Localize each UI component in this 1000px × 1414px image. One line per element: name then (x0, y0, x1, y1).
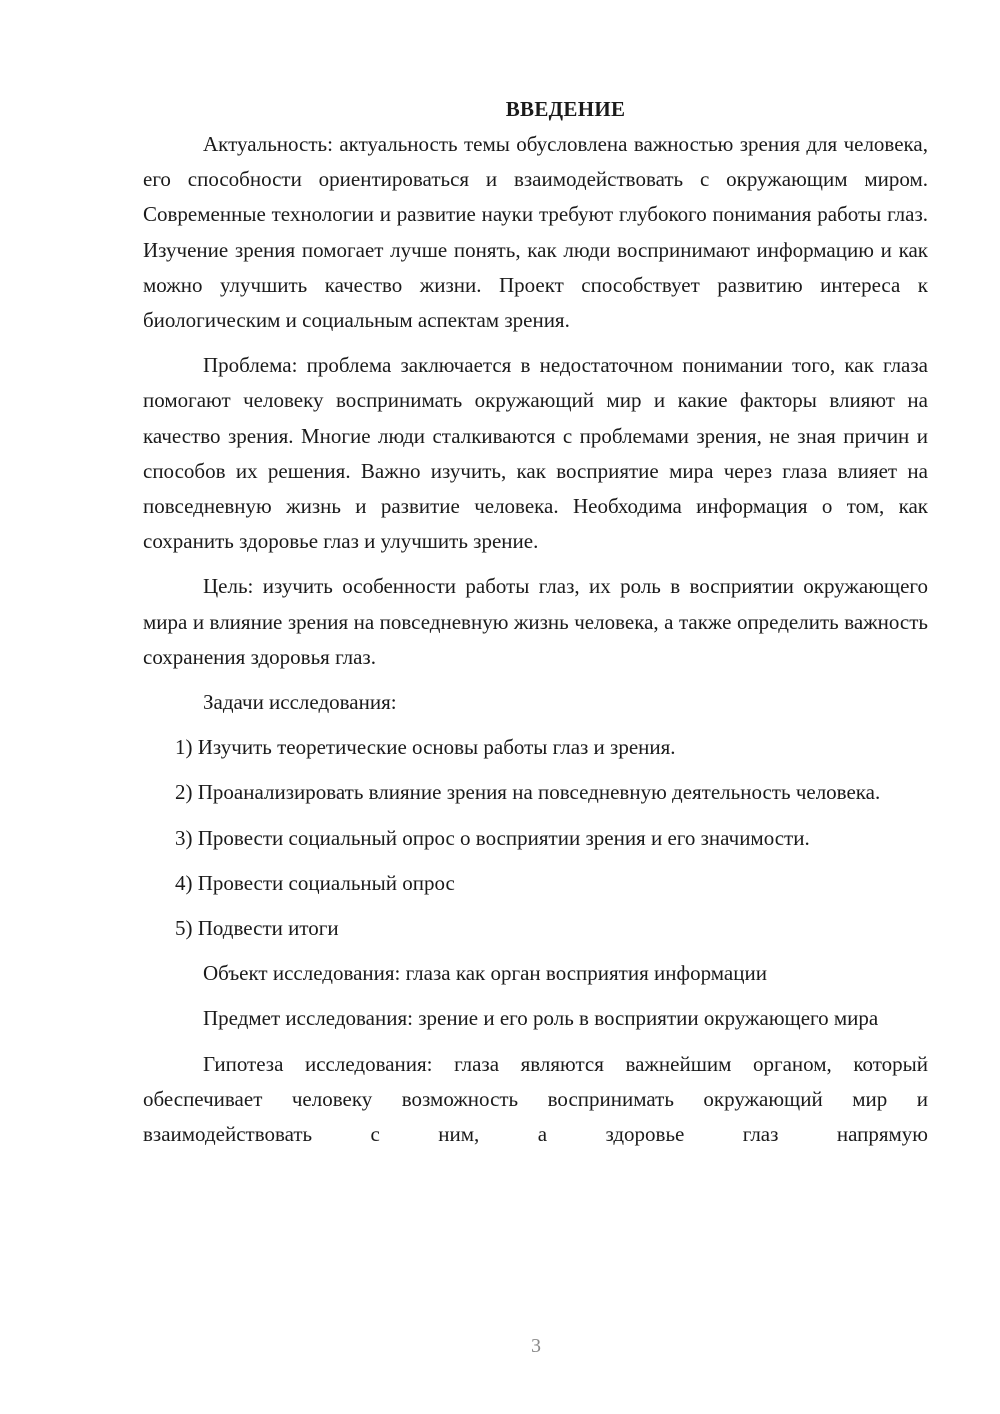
tasks-heading: Задачи исследования: (203, 690, 397, 715)
object-paragraph: Объект исследования: глаза как орган восприятия информации (203, 961, 767, 986)
task-item: 1) Изучить теоретические основы работы глаз и зрения. (175, 735, 676, 760)
section-heading: ВВЕДЕНИЕ (505, 97, 626, 121)
task-item: 5) Подвести итоги (175, 916, 339, 941)
task-item: 3) Провести социальный опрос о восприятии зрения и его значимости. (175, 825, 810, 850)
page-number: 3 (531, 1335, 541, 1357)
subject-paragraph: Предмет исследования: зрение и его роль в восприятии окружающего мира (203, 1006, 879, 1031)
relevance-paragraph: Актуальность: актуальность темы обусловлена важностью зрения для человека, его способности ориентироваться и взаимодействовать с окружающим миром. Современные технологии и развитие науки требуют глубокого понимания работы глаз. Изучение зрения помогает лучше понять, как люди воспринимают информацию и как можно улучшить качество жизни. Проект способствует развитию интереса к биологическим и социальным аспектам зрения. (143, 132, 928, 333)
task-item: 4) Провести социальный опрос (175, 870, 455, 895)
page-content (143, 92, 928, 1152)
goal-paragraph: Цель: изучить особенности работы глаз, их роль в восприятии окружающего мира и влияние зрения на повседневную жизнь человека, а также определить важность сохранения здоровья глаз. (143, 574, 928, 669)
task-item: 2) Проанализировать влияние зрения на повседневную деятельность человека. (175, 780, 881, 805)
problem-paragraph: Проблема: проблема заключается в недостаточном понимании того, как глаза помогают человеку воспринимать окружающий мир и какие факторы влияют на качество зрения. Многие люди сталкиваются с проблемами зрения, не зная причин и способов их решения. Важно изучить, как восприятие мира через глаза влияет на повседневную жизнь и развитие человека. Необходима информация о том, как сохранить здоровье глаз и улучшить зрение. (143, 353, 928, 554)
hypothesis-paragraph: Гипотеза исследования: глаза являются важнейшим органом, который обеспечивает человеку возможность воспринимать окружающий мир и взаимодействовать с ним, а здоровье глаз напрямую (143, 1051, 928, 1147)
